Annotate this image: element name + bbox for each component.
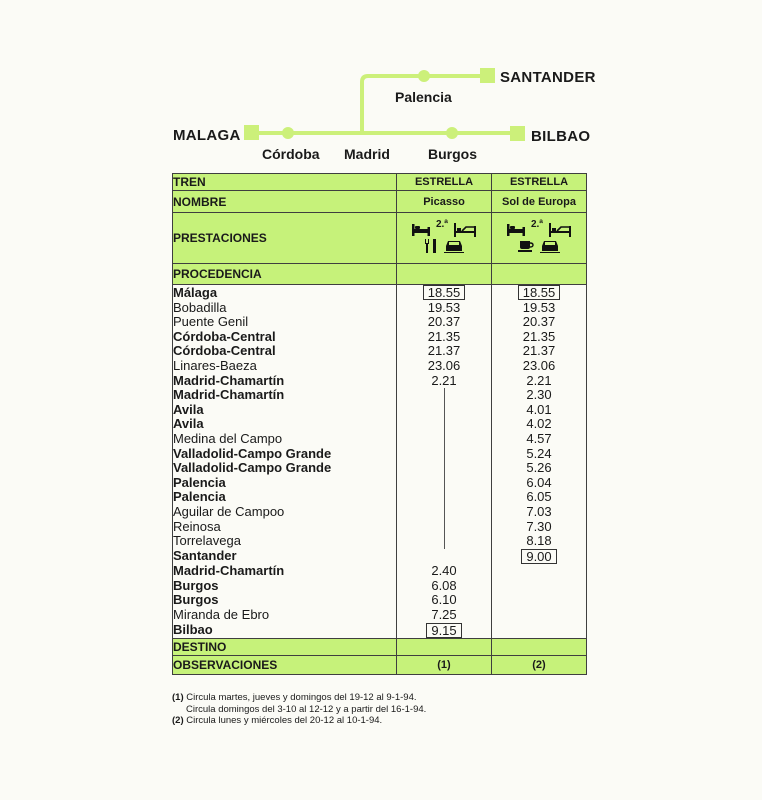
station-name: Córdoba-Central xyxy=(173,344,397,359)
station-name: Burgos xyxy=(173,579,397,594)
train-2-time: 5.24 xyxy=(526,445,552,461)
station-name: Málaga xyxy=(173,285,397,301)
timetable-row xyxy=(173,490,587,505)
timetable-row xyxy=(173,579,587,594)
passes-without-stop-line xyxy=(444,476,445,491)
footnote-text: Circula martes, jueves y domingos del 19-12 al 9-1-94. xyxy=(183,692,417,703)
station-name: Puente Genil xyxy=(173,315,397,330)
train-1-time: 6.10 xyxy=(431,592,457,608)
train-2-time-cell xyxy=(492,579,587,594)
timetable-row xyxy=(173,549,587,565)
map-label-burgos: Burgos xyxy=(428,146,477,162)
train-1-time-cell xyxy=(397,417,492,432)
station-rows xyxy=(173,285,587,639)
map-label-cordoba: Córdoba xyxy=(262,146,320,162)
train-1-time: 21.37 xyxy=(427,343,461,359)
train-1-time-cell xyxy=(397,534,492,549)
train-2-time-cell xyxy=(492,432,587,447)
station-dot-cordoba xyxy=(282,127,294,139)
label-nombre: NOMBRE xyxy=(173,191,397,213)
station-name: Córdoba-Central xyxy=(173,330,397,345)
train-2-time: 4.01 xyxy=(526,401,552,417)
train-2-time: 18.55 xyxy=(518,285,561,300)
timetable-row xyxy=(173,285,587,301)
timetable-row xyxy=(173,534,587,549)
train-1-time-cell xyxy=(397,285,492,301)
footnote-line xyxy=(172,692,426,704)
passes-without-stop-line xyxy=(444,520,445,535)
train-1-services xyxy=(397,213,492,264)
train-2-time: 6.05 xyxy=(526,489,552,505)
train-2-time-cell xyxy=(492,388,587,403)
route-map xyxy=(0,0,762,170)
timetable-row xyxy=(173,623,587,639)
passes-without-stop-line xyxy=(444,447,445,462)
row-prestaciones xyxy=(173,213,587,264)
train-2-time: 2.21 xyxy=(526,372,552,388)
terminus-marker-santander xyxy=(480,68,495,83)
timetable-row xyxy=(173,505,587,520)
bed-icon xyxy=(507,224,525,236)
train-1-time: 2.21 xyxy=(431,372,457,388)
train-2-time: 19.53 xyxy=(522,299,556,315)
train-1-time: 19.53 xyxy=(427,299,461,315)
train-1-time-cell xyxy=(397,301,492,316)
coffee-cup-icon xyxy=(518,240,534,252)
map-label-santander: SANTANDER xyxy=(500,69,596,86)
station-name: Bobadilla xyxy=(173,301,397,316)
timetable-row xyxy=(173,374,587,389)
train-1-time-cell xyxy=(397,388,492,403)
footnote-text: Circula domingos del 3-10 al 12-12 y a partir del 16-1-94. xyxy=(186,703,427,715)
timetable xyxy=(172,173,587,675)
station-name: Valladolid-Campo Grande xyxy=(173,461,397,476)
timetable-row xyxy=(173,301,587,316)
train-1-time-cell xyxy=(397,549,492,565)
timetable-row xyxy=(173,608,587,623)
label-destino: DESTINO xyxy=(173,639,397,656)
train-1-type: ESTRELLA xyxy=(397,174,492,191)
train-1-time-cell xyxy=(397,432,492,447)
train-2-time: 7.30 xyxy=(526,518,552,534)
train-1-time: 21.35 xyxy=(427,328,461,344)
map-label-palencia: Palencia xyxy=(395,89,452,105)
bed-icon xyxy=(412,224,430,236)
train-1-time-cell xyxy=(397,447,492,462)
station-name: Bilbao xyxy=(173,623,397,639)
timetable-row xyxy=(173,388,587,403)
train-2-time-cell xyxy=(492,505,587,520)
train-2-time-cell xyxy=(492,285,587,301)
couchette-2nd-class-icon xyxy=(549,223,571,237)
train-1-time: 18.55 xyxy=(423,285,466,300)
train-1-time-cell xyxy=(397,564,492,579)
row-nombre xyxy=(173,191,587,213)
train-2-time-cell xyxy=(492,374,587,389)
station-name: Madrid-Chamartín xyxy=(173,564,397,579)
train-2-time-cell xyxy=(492,417,587,432)
timetable-row xyxy=(173,461,587,476)
train-1-time-cell xyxy=(397,344,492,359)
train-1-procedencia xyxy=(397,264,492,285)
station-name: Aguilar de Campoo xyxy=(173,505,397,520)
train-2-time: 5.26 xyxy=(526,460,552,476)
train-1-time: 20.37 xyxy=(427,314,461,330)
train-1-time-cell xyxy=(397,505,492,520)
train-2-name: Sol de Europa xyxy=(492,191,587,213)
footnote-mark: (1) xyxy=(172,692,184,703)
footnote-line xyxy=(172,704,426,716)
train-2-time-cell xyxy=(492,564,587,579)
car-transport-icon xyxy=(540,239,560,253)
station-name: Reinosa xyxy=(173,520,397,535)
train-2-time: 20.37 xyxy=(522,314,556,330)
terminus-marker-malaga xyxy=(244,125,259,140)
timetable-row xyxy=(173,417,587,432)
map-label-madrid: Madrid xyxy=(344,146,390,162)
train-2-time: 23.06 xyxy=(522,357,556,373)
map-label-bilbao: BILBAO xyxy=(531,128,591,145)
station-name: Madrid-Chamartín xyxy=(173,388,397,403)
station-name: Madrid-Chamartín xyxy=(173,374,397,389)
passes-without-stop-line xyxy=(444,403,445,418)
label-observaciones: OBSERVACIONES xyxy=(173,656,397,675)
station-dot-burgos xyxy=(446,127,458,139)
train-2-time: 9.00 xyxy=(521,549,556,564)
station-name: Linares-Baeza xyxy=(173,359,397,374)
train-2-destino xyxy=(492,639,587,656)
train-2-type: ESTRELLA xyxy=(492,174,587,191)
train-2-time-cell xyxy=(492,623,587,639)
train-2-time-cell xyxy=(492,490,587,505)
footnote-line xyxy=(172,715,426,727)
row-tren xyxy=(173,174,587,191)
train-2-note-ref: (2) xyxy=(492,656,587,675)
cutlery-icon xyxy=(424,239,438,253)
couchette-2nd-class-icon xyxy=(454,223,476,237)
timetable-row xyxy=(173,344,587,359)
train-2-time-cell xyxy=(492,593,587,608)
station-name: Santander xyxy=(173,549,397,565)
class-superscript: 2.ª xyxy=(530,218,544,230)
station-name: Avila xyxy=(173,417,397,432)
footnotes xyxy=(172,692,426,727)
timetable-row xyxy=(173,476,587,491)
passes-without-stop-line xyxy=(444,417,445,432)
train-2-time-cell xyxy=(492,403,587,418)
train-2-time: 6.04 xyxy=(526,474,552,490)
train-1-time: 7.25 xyxy=(431,607,457,623)
train-1-time-cell xyxy=(397,608,492,623)
train-1-time-cell xyxy=(397,461,492,476)
train-2-time-cell xyxy=(492,549,587,565)
train-2-time-cell xyxy=(492,461,587,476)
train-2-services xyxy=(492,213,587,264)
train-2-time: 4.57 xyxy=(526,430,552,446)
passes-without-stop-line xyxy=(444,505,445,520)
timetable-row xyxy=(173,403,587,418)
terminus-marker-bilbao xyxy=(510,126,525,141)
train-2-time-cell xyxy=(492,476,587,491)
map-label-malaga: MALAGA xyxy=(173,127,241,144)
timetable-row xyxy=(173,564,587,579)
station-name: Burgos xyxy=(173,593,397,608)
class-superscript: 2.ª xyxy=(435,218,449,230)
station-name: Palencia xyxy=(173,476,397,491)
train-1-time: 6.08 xyxy=(431,577,457,593)
train-1-time-cell xyxy=(397,520,492,535)
timetable-row xyxy=(173,359,587,374)
station-name: Valladolid-Campo Grande xyxy=(173,447,397,462)
train-1-name: Picasso xyxy=(397,191,492,213)
train-1-time-cell xyxy=(397,359,492,374)
train-2-time-cell xyxy=(492,301,587,316)
row-observaciones xyxy=(173,656,587,675)
train-2-time: 8.18 xyxy=(526,533,552,549)
train-1-time-cell xyxy=(397,315,492,330)
train-1-time-cell xyxy=(397,330,492,345)
timetable-row xyxy=(173,447,587,462)
passes-without-stop-line xyxy=(444,432,445,447)
train-1-time-cell xyxy=(397,403,492,418)
train-2-time-cell xyxy=(492,315,587,330)
train-1-time: 2.40 xyxy=(431,563,457,579)
train-2-time-cell xyxy=(492,520,587,535)
train-2-time: 21.35 xyxy=(522,328,556,344)
footnote-text: Circula lunes y miércoles del 20-12 al 10-1-94. xyxy=(183,715,383,726)
train-1-time: 23.06 xyxy=(427,357,461,373)
train-1-time-cell xyxy=(397,476,492,491)
train-2-time: 7.03 xyxy=(526,503,552,519)
train-2-time: 21.37 xyxy=(522,343,556,359)
label-prestaciones: PRESTACIONES xyxy=(173,213,397,264)
footnote-mark: (2) xyxy=(172,715,184,726)
timetable-row xyxy=(173,330,587,345)
train-2-time: 4.02 xyxy=(526,416,552,432)
passes-without-stop-line xyxy=(444,490,445,505)
station-name: Palencia xyxy=(173,490,397,505)
station-dot-palencia xyxy=(418,70,430,82)
row-procedencia xyxy=(173,264,587,285)
train-2-time-cell xyxy=(492,608,587,623)
timetable-row xyxy=(173,520,587,535)
train-1-time-cell xyxy=(397,374,492,389)
train-1-time-cell xyxy=(397,623,492,639)
timetable-row xyxy=(173,432,587,447)
station-name: Medina del Campo xyxy=(173,432,397,447)
train-2-procedencia xyxy=(492,264,587,285)
row-destino xyxy=(173,639,587,656)
train-1-time-cell xyxy=(397,490,492,505)
car-transport-icon xyxy=(444,239,464,253)
train-2-time-cell xyxy=(492,447,587,462)
label-tren: TREN xyxy=(173,174,397,191)
train-2-time: 2.30 xyxy=(526,387,552,403)
train-2-time-cell xyxy=(492,359,587,374)
timetable-row xyxy=(173,593,587,608)
train-1-time: 9.15 xyxy=(426,623,461,638)
train-2-time-cell xyxy=(492,344,587,359)
passes-without-stop-line xyxy=(444,534,445,549)
passes-without-stop-line xyxy=(444,461,445,476)
train-1-note-ref: (1) xyxy=(397,656,492,675)
station-name: Torrelavega xyxy=(173,534,397,549)
train-2-time-cell xyxy=(492,330,587,345)
train-1-time-cell xyxy=(397,579,492,594)
train-1-destino xyxy=(397,639,492,656)
train-1-time-cell xyxy=(397,593,492,608)
passes-without-stop-line xyxy=(444,388,445,403)
label-procedencia: PROCEDENCIA xyxy=(173,264,397,285)
train-2-time-cell xyxy=(492,534,587,549)
station-name: Miranda de Ebro xyxy=(173,608,397,623)
timetable-row xyxy=(173,315,587,330)
station-name: Avila xyxy=(173,403,397,418)
